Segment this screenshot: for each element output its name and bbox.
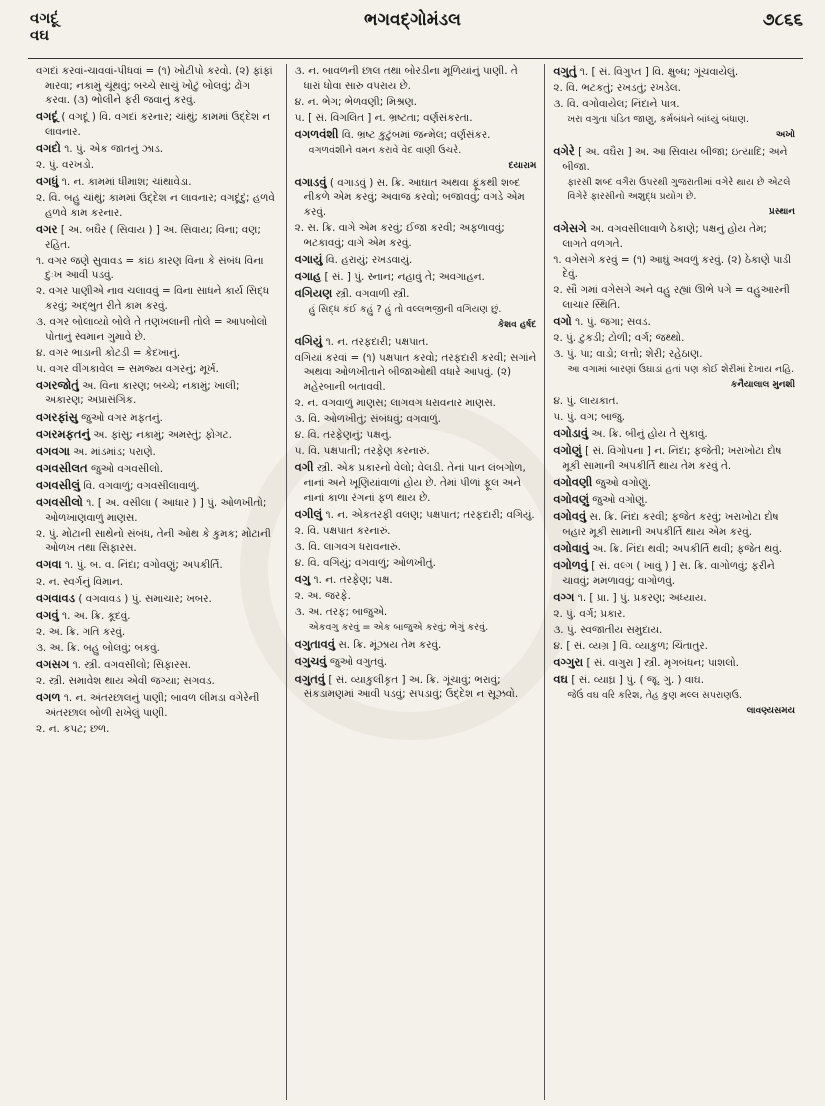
definition: ૧. પું. એક જાતનું ઝાડ. [64,142,164,155]
definition: ૧. ન. કામમાં ધીમાશ; ચાંથાવેડા. [61,176,192,189]
headword: વગુચવું [294,654,327,669]
dictionary-entry [553,639,795,654]
dictionary-entry [553,475,795,491]
dictionary-entry [36,722,278,737]
dictionary-entry [553,64,795,80]
headword: વગીલું [294,506,323,521]
guide-word-first: વગદૂં [30,9,59,27]
definition: ૩. પું. પા; વાડો; લત્તો; શેરી; રહેઠાણ. [553,348,703,361]
dictionary-columns [28,64,803,1100]
definition: ૧. સ્ત્રી. વગવસીલો; સિફારસ. [72,658,192,671]
definition: અ. વગવસીલાવાળે ઠેકાણે; પક્ષનું હોય તેમ; લાગતે વળગતે. [562,222,767,250]
definition: ( વગવાવડ ) પું. સમાચાર; ખબર. [78,592,212,605]
dictionary-entry [553,283,795,312]
definition: ૧. વગર જણે સુવાવડ = કાંઇ કારણ વિના કે સંબંધ વિના દુઃખ આવી પડવું. [36,254,264,282]
definition: સ. ક્રિ. મૂંઝાય તેમ કરવું. [338,639,442,652]
citation-text: ખરા વગુતા પંડિત જાણુ, કર્મબંધને બાંધ્યું બંધાણ. [567,114,749,126]
definition: ૨. વિ. પક્ષપાત કરનારું. [294,524,391,537]
column-2 [286,64,545,1100]
dictionary-entry [295,572,537,588]
dictionary-entry [36,222,278,252]
definition: [ સં. વ્યાકુલીકૃત ] અ. ક્રિ. ગૂંચાવું; ભરાવું; સંકડામણમાં આવી પડવું; સપડાવું; ઉદ્દેશ ન સૂઝવો. [303,673,519,701]
dictionary-entry [295,428,537,443]
dictionary-entry [553,221,795,251]
dictionary-entry [553,558,795,588]
dictionary-entry [36,478,278,494]
definition: ૧. [ સં. વિગુપ્ત ] વિ. ક્ષુબ્ધ; ગૂંચવાયેલું. [579,66,739,78]
headword: વગળવંશી [294,126,339,141]
dictionary-entry [295,111,537,126]
definition: ૧. [ પ્રા. ] પું. પ્રકરણ; અધ્યાય. [577,591,707,604]
dictionary-entry [295,221,537,250]
headword: વગાયું [294,251,323,266]
definition: [ સં. વિગોપના ] ન. નિંદા; ફજેતી; ખરાખોટા દોષ મૂકી સામાની અપકીર્તિ થાય તેમ કરવું તે. [562,445,782,472]
definition: [ સં. વાગુરા ] સ્ત્રી. મૃગબંધન; પાશલો. [586,656,739,669]
dictionary-entry [36,657,278,673]
citation-text: આ વગામાં બારણાં ઉઘાડાં હતાં પણ કોઈ શેરીમાં દેખાય નહિ. [567,364,795,376]
headword: વગરમફતનું [36,426,91,441]
definition: ૨. વિ. ભટકતું; રખડતું; રખડેલ. [553,82,681,95]
definition: ૧. પું. બ. વ. નિંદા; વગોવણું; અપકીર્તિ. [64,559,223,572]
headword: વગદો [36,140,61,155]
definition: ( વગદૂં ) વિ. વગદાં કરનાર; ચાંથું; કામમાં ઉદ્દેશ ન લાવનાર. [45,111,271,138]
citation-author: કેશવ હર્ષદ [497,319,537,330]
headword: વગદૂં [36,109,58,124]
dictionary-entry [553,81,795,96]
citation-text: ફારસી શબ્દ વગૈરા ઉપરથી ગુજરાતીમાં વગેરે થાય છે એટલે વિગેરે ફારસીનો અશુદ્ધ પ્રયોગ છે. [567,176,791,203]
definition: ૨. અ. જરફે. [294,590,351,603]
dictionary-entry [36,362,278,377]
dictionary-entry [553,331,795,346]
headword: વગવસીલત [36,460,88,475]
dictionary-entry [295,286,537,302]
definition: સ. ક્રિ. નિંદા કરવી; ફજેત કરવું; ખરાખોટા દોષ બહાર મૂકી સામાની અપકીર્તિ થાય એમ કરવું. [562,511,779,538]
definition: ૩. વિ. લાગવગ ધરાવનારું. [294,540,401,553]
dictionary-entry [36,378,278,408]
dictionary-entry [36,625,278,640]
definition: [ સં. ] પું. સ્નાન; નહાવું તે; અવગાહન. [324,270,485,283]
citation-text: એકવગુ કરવું = એક બાજુએ કરવું; ભેગું કરવું. [308,622,489,634]
citation [553,176,795,220]
dictionary-entry [295,605,537,620]
dictionary-entry [295,334,537,350]
dictionary-entry [295,556,537,571]
dictionary-entry [295,540,537,555]
definition: [ અ. બઘૈર ( સિવાય ) ] અ. સિવાય; વિના; વણ; રહિત. [45,223,261,251]
dictionary-entry [295,269,537,285]
definition: ૩. વિ. વગોવાયેલ; નિંદાને પાત્ર. [553,98,680,111]
definition: વગદાં કરવાં-ચાવવાં-પીધવાં = (૧) ખોટીપો કરવો. (૨) ફાંફાં મારવા; નકામું ચૂંથવું; બચ્ચે સાચું ખોટું બોલવું; ઢોંગ કરવા. (૩) ભોલીને ફરી જવાનું કરવું. [36,65,273,107]
dictionary-entry [36,591,278,607]
dictionary-entry [295,412,537,427]
definition: ૪. વગર ભાડાની કોટડી = કેદખાનું. [36,346,181,359]
dictionary-entry [553,672,795,688]
definition: ૫. વિ. પક્ષપાતી; તરફેણ કરનારું. [294,445,430,458]
definition: ૪. [ સં. વ્યગ્ર ] વિ. વ્યાકુળ; ચિંતાતુર. [553,639,708,652]
definition: ૧. ન. તરફેણ; પક્ષ. [313,574,393,586]
headword: વગસગ [36,656,70,671]
definition: જુઓ વગર મફતનું. [81,411,163,424]
headword: વગધું [36,174,59,189]
definition: અ. વિના કારણ; બચ્ચે; નકામું; ખાલી; અકારણ; અપ્રાસંગિક. [45,379,240,407]
dictionary-entry [553,492,795,508]
headword: વગવગા [36,443,70,458]
dictionary-entry [553,443,795,473]
page-title: ભગવદ્ગોમંડલ [364,10,461,30]
column-1 [28,64,286,1100]
headword: વગવાવડ [36,590,76,605]
definition: ૨. પું. વરખડો. [36,159,95,172]
dictionary-entry [36,641,278,656]
dictionary-entry [295,127,537,143]
headword: વગોવવું [553,509,587,524]
dictionary-entry [36,608,278,624]
citation-author: દયારામ [508,160,537,171]
dictionary-entry [295,396,537,411]
headword: વગળ [36,690,61,705]
dictionary-entry [295,524,537,539]
citation [295,144,537,173]
dictionary-entry [553,426,795,442]
definition: ૧. અ. ક્રિ. કૂદવું. [62,609,131,622]
dictionary-entry [295,507,537,523]
definition: ૨. ન. વગવાળું માણસ; લાગવગ ધરાવનાર માણસ. [294,396,496,409]
dictionary-entry [553,509,795,539]
headword: વગુતું [553,64,577,78]
headword: વગવસીલું [36,477,81,492]
citation-text: હું સિદ્ધ કંઈ કહું ? હું તો વલ્લભજીની વગિયણ છું. [308,303,502,315]
definition: ૧. ન. એકતરફી વલણ; પક્ષપાત; તરફદારી; વગિયું. [325,508,535,521]
dictionary-entry [36,575,278,590]
definition: ૨. સ. ક્રિ. વાગે એમ કરવું; ઈજા કરવી; અફળાવવું; ભટકાવવું; વાગે એમ કરવું. [294,221,505,249]
citation [553,689,795,718]
definition: અ. ક્રિ. નિંદા થવી; અપકીર્તિ થવી; ફજેત થવું. [592,542,783,555]
headword: વગિયું [294,333,323,348]
dictionary-entry [295,444,537,459]
dictionary-entry [36,346,278,361]
dictionary-entry [36,690,278,720]
definition: [ સં. વ્યાઘ્ર ] પું. ( જૂ. ગુ. ) વાઘ. [571,674,705,687]
definition: ૪. ન. ભેગ; ભેળવણી; મિશ્રણ. [294,95,418,108]
dictionary-entry [295,95,537,110]
page-header [0,0,825,58]
definition: ૪. વિ. વગિયું; વગવાળું; ઓળખીતું. [294,556,436,569]
definition: ૪. પું. લાયકાત. [553,394,619,407]
headword: વગુતવું [294,671,326,686]
column-3 [544,64,803,1100]
definition: ૩. વગર બોલાવ્યો બોલે તે તણખલાની તોલે = આપબોલો પોતાનું સ્વમાન ગુમાવે છે. [36,316,268,343]
guide-word-last: વઘ [30,26,50,44]
definition: ૧. ન. અંતરછાલનું પાણી; બાવળ લીમડા વગેરેની અંતરછાલ બોળી રાખેલું પાણી. [45,692,260,719]
headword: વગ્ગુરા [553,654,584,669]
definition: ૧. પું. જગા; સવડ. [575,316,651,328]
definition: ૩. ન. બાવળની છાલ તથા બોરડીના મૂળિયાંનું પાણી. તે ધારાં ધોવા સારુ વપરાય છે. [294,65,518,92]
dictionary-entry [36,174,278,190]
definition: વગિયાં કરવાં = (૧) પક્ષપાત કરવો; તરફદારી કરવી; સગાંને અથવા ઓળખીતાને બીજાઓથી વધારે આપવું. (૨) મહેરબાની બતાવવી. [294,351,537,393]
dictionary-entry [553,394,795,409]
dictionary-entry [295,654,537,670]
citation [553,113,795,142]
definition: ૨. સૌ ગમાં વગેસગે અને વહુ રહ્યાં ઊભે પગે = વહુઆરની લાચાર સ્થિતિ. [553,284,790,311]
dictionary-entry [295,637,537,653]
dictionary-entry [36,254,278,283]
dictionary-entry [295,672,537,702]
dictionary-entry [553,314,795,330]
definition: સ્ત્રી. વગવાળી સ્ત્રી. [335,287,410,300]
headword: વગ્ગ [553,589,575,604]
definition: ૩. વિ. ઓળખીતું; સંબંધવું; વગવાળું. [294,413,441,426]
citation-author: અખો [775,129,796,140]
dictionary-entry [36,674,278,689]
citation [553,363,795,392]
definition: અ. માંડમાંડ; પરાણે. [73,445,156,458]
headword: વગી [294,460,314,475]
citation-author: પ્રસ્થાન [768,206,796,217]
dictionary-entry [36,315,278,344]
dictionary-entry [553,590,795,606]
definition: ૨. સ્ત્રી. સમાવેશ થાય એવી જગ્યા; સગવડ. [36,675,215,688]
definition: ૨. અ. ક્રિ. ગતિ કરવું. [36,625,126,638]
citation-author: લાવણ્યસમય [746,705,796,716]
headword: વગરજોતું [36,377,79,392]
citation-author: કનૈયાલાલ મુનશી [730,379,796,390]
headword: વગોવણી [553,474,593,489]
dictionary-entry [553,541,795,557]
definition: વિ. વગવાળું; વગવસીલાવાળું. [83,479,200,492]
dictionary-entry [553,410,795,425]
dictionary-entry [295,460,537,505]
headword: વગોડાવું [553,426,589,441]
dictionary-entry [295,589,537,604]
definition: ૪. વિ. તરફેણનું; પક્ષનું. [294,429,392,442]
dictionary-entry [36,158,278,173]
headword: વગોવણું [553,492,589,507]
definition: ૩. અ. તરફ; બાજુએ. [294,606,388,619]
citation [295,621,537,636]
dictionary-entry [36,284,278,313]
headword: વઘ [553,672,569,687]
dictionary-entry [553,607,795,622]
headword: વગુતાવવું [294,637,336,652]
dictionary-entry [36,64,278,108]
headword: વગિયણ [294,285,333,300]
definition: જુઓ વગવસીલો. [90,462,163,475]
definition: ૨. ન. સ્વર્ગનું વિમાન. [36,575,124,588]
dictionary-entry [553,253,795,282]
dictionary-entry [36,191,278,220]
dictionary-entry [553,347,795,362]
dictionary-entry [36,444,278,460]
definition: ૧. ન. તરફદારી; પક્ષપાત. [325,335,429,348]
definition: ૨. વિ. બહુ ચાંથું; કામમાં ઉદ્દેશ ન લાવનાર; વગદૂંદું; હળવે હળવે કામ કરનાર. [36,192,275,219]
dictionary-entry [553,97,795,112]
definition: ( વગાડવું ) સ. ક્રિ. આઘાત અથવા ફૂંકથી શબ્દ નીકળે એમ કરવું; અવાજ કરવો; બજાવવું; વગડે એમ કરવું. [303,176,525,218]
definition: ૨. ન. કપટ; છળ. [36,722,110,735]
definition: ૨. પું. મોટાની સાથેનો સંબંધ, તેની ઓથ કે કુમક; મોટાની ઓળખ તથા સિફારસ. [36,527,271,555]
headword: વગોળવું [553,557,588,572]
dictionary-entry [36,141,278,157]
definition: ૫. પું. વગ; બાજુ. [553,411,626,424]
dictionary-entry [36,461,278,477]
headword: વગો [553,314,572,328]
headword: વગવા [36,557,62,572]
definition: [ અ. વઘૈરા ] અ. આ સિવાય બીજા; ઇત્યાદિ; અને બીજા. [562,145,788,173]
dictionary-entry [295,64,537,93]
headword: વગેસગે [553,220,587,235]
headword: વગોણું [553,443,582,458]
citation-text: વગળવંશીને વમન કરાવે વેદ વાણી ઉચરે. [308,144,462,156]
headword: વગવસીલો [36,495,83,510]
headword: વગોવાવું [553,540,589,555]
headword: વગુ [294,572,311,586]
dictionary-entry [295,252,537,268]
dictionary-entry [553,655,795,671]
definition: ૧. [ અ. વસીલા ( આધાર ) ] પું. ઓળખીતો; ઓળખાણવાળું માણસ. [45,497,267,524]
dictionary-entry [36,527,278,556]
citation-text: જેઉં વઘ વરિ કરિશ, તેહ કુણ મલ્લ સપરાણઉ. [567,690,743,702]
definition: વિ. ભ્રષ્ટ કુટુંબમાં જન્મેલ; વર્ણસંકર. [341,128,491,141]
headword: વગવું [36,607,59,622]
dictionary-entry [36,495,278,525]
headword: વગરફાંસુ [36,409,78,424]
definition: અ. ફાંસુ; નકામું; અમસ્તું; ફોગટ. [93,428,232,441]
headword: વગેરે [553,143,575,158]
headword: વગાહ [294,268,322,283]
definition: વિ. હરાયું; રખડવાયું. [325,253,413,266]
citation [295,303,537,332]
dictionary-entry [295,175,537,220]
header-rule [28,58,803,59]
dictionary-entry [553,144,795,174]
headword: વગાડવું [294,174,327,189]
dictionary-entry [36,557,278,573]
definition: જુઓ વગુતવું. [329,656,387,669]
dictionary-entry [36,427,278,443]
definition: ૩. પું. સ્વજાતીય સમુદાય. [553,623,663,636]
dictionary-entry [36,109,278,139]
definition: જુઓ વગોણું. [592,494,648,507]
definition: ૨. પું. ટુકડી; ટોળી; વર્ગ; જથ્થો. [553,332,685,345]
definition: ૨. વગર પાણીએ નાવ ચલાવવું = વિના સાધને કાર્ય સિદ્ધ કરવું; અદ્ભુત રીતે કામ કરવું. [36,285,270,312]
definition: ૧. વગેસગે કરવું = (૧) આઘું અવળું કરવું. (૨) ઠેકાણે પાડી દેવું. [553,253,792,281]
definition: [ સં. વલ્ગ ( ખાવું ) ] સ. ક્રિ. વાગોળવું; ફરીને ચાવવું; મમળાવવું; વાગોળવું. [562,559,775,587]
definition: સ્ત્રી. એક પ્રકારનો વેલો; વેલડી. તેનાં પાન લંબગોળ, નાનાં અને ખૂણિયાંવાળાં હોય છે. તેમાં પીળાં ફૂલ અને નાનાં કાળા રંગનાં ફળ થાય છે. [303,462,526,504]
dictionary-entry [553,623,795,638]
definition: જુઓ વગોણું. [595,476,651,489]
dictionary-entry [295,351,537,395]
definition: ૨. પું. વર્ગ; પ્રકાર. [553,607,626,620]
definition: ૩. અ. ક્રિ. બહુ બોલવું; બકવું. [36,641,160,654]
definition: ૫. [ સં. વિગલિત ] ન. ભ્રષ્ટતા; વર્ણસંકરતા. [294,111,473,124]
headword: વગર [36,221,58,236]
dictionary-entry [36,410,278,426]
definition: અ. ક્રિ. બીનું હોય તે સુકાવું. [591,428,708,441]
page-number: ૭૮૬૬ [762,10,803,30]
definition: ૫. વગર વીંગકાવેલ = સમજ્ય વગરનું; મૂર્ખ. [36,362,219,375]
